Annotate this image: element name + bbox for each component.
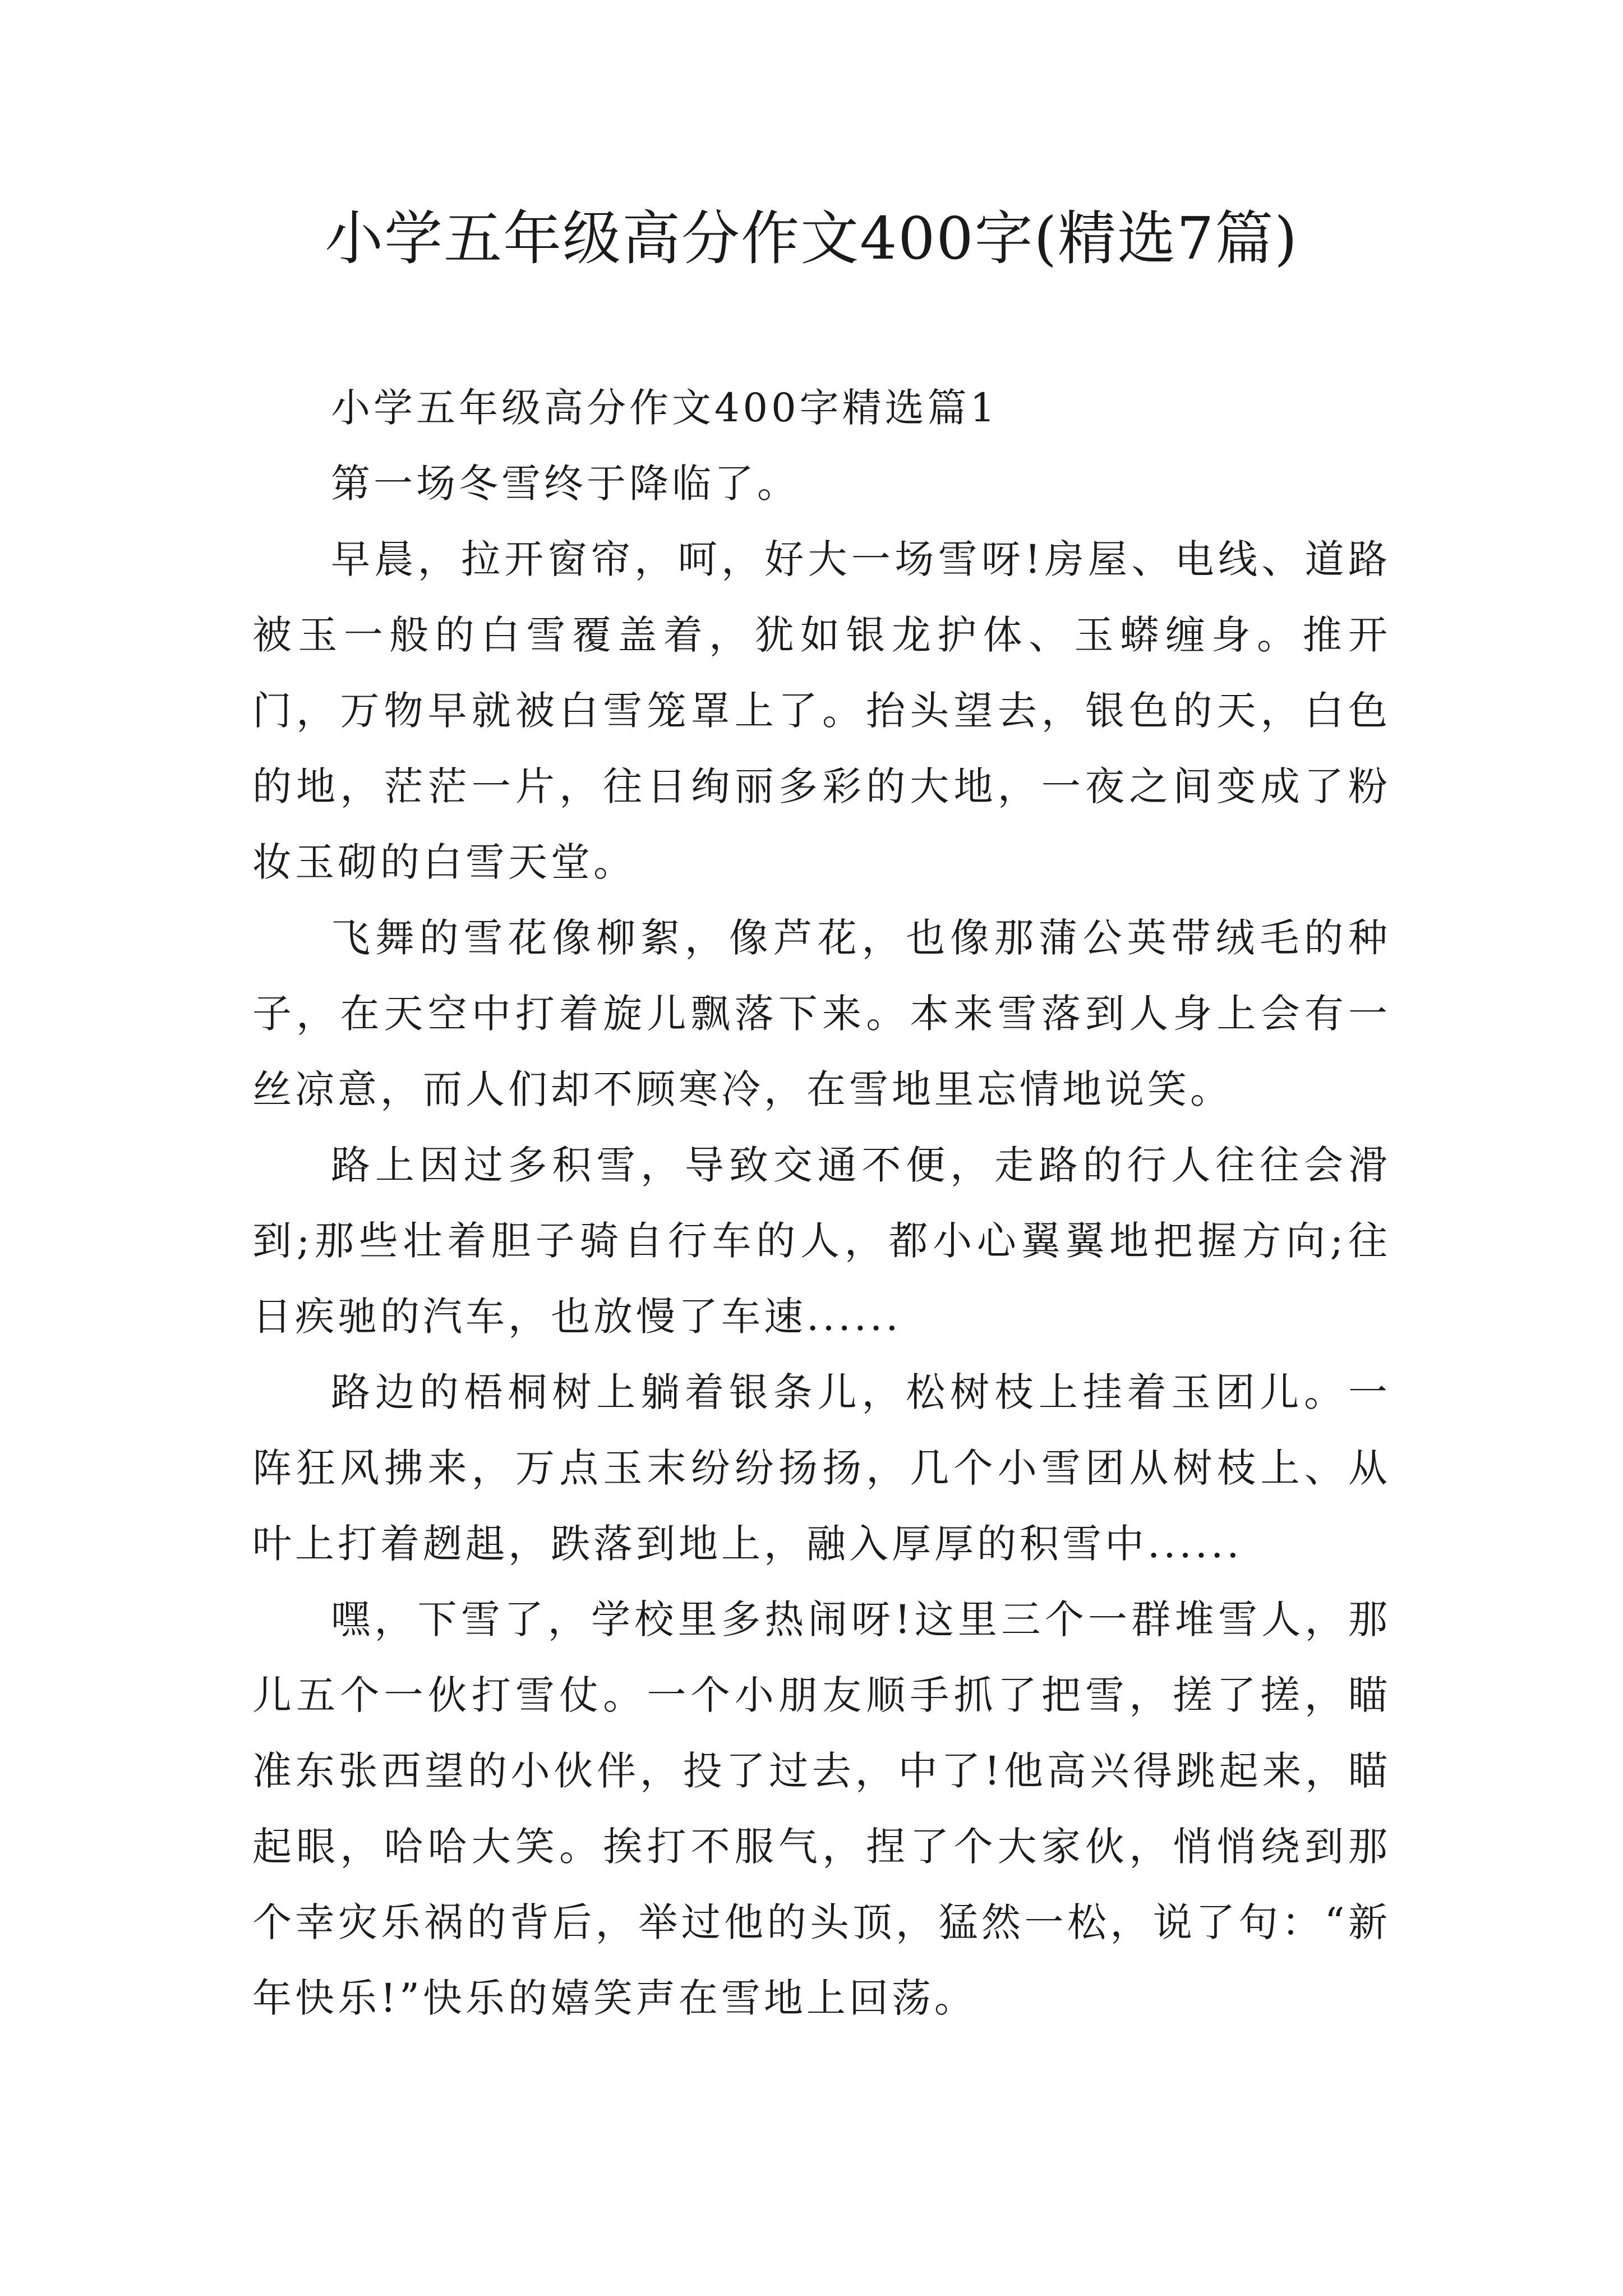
paragraph: 嘿，下雪了，学校里多热闹呀!这里三个一群堆雪人，那儿五个一伙打雪仗。一个小朋友顺手抓了把雪，搓了搓，瞄准东张西望的小伙伴，投了过去，中了!他高兴得跳起来，瞄起眼，哈哈大笑。挨打不服气，捏了个大家伙，悄悄绕到那个幸灾乐祸的背后，举过他的头顶，猛然一松，说了句：“新年快乐!”快乐的嬉笑声在雪地上回荡。 <box>252 1596 1391 2021</box>
paragraph: 飞舞的雪花像柳絮，像芦花，也像那蒲公英带绒毛的种子，在天空中打着旋儿飘落下来。本来雪落到人身上会有一丝凉意，而人们却不顾寒冷，在雪地里忘情地说笑。 <box>252 915 1391 1112</box>
paragraph: 路边的梧桐树上躺着银条儿，松树枝上挂着玉团儿。一阵狂风拂来，万点玉末纷纷扬扬，几个小雪团从树枝上、从叶上打着趔趄，跌落到地上，融入厚厚的积雪中...... <box>252 1369 1391 1567</box>
document-body <box>252 370 1391 2036</box>
section-heading: 小学五年级高分作文400字精选篇1 <box>331 385 999 431</box>
paragraph: 路上因过多积雪，导致交通不便，走路的行人往往会滑到;那些壮着胆子骑自行车的人，都小心翼翼地把握方向;往日疾驰的汽车，也放慢了车速...... <box>252 1142 1391 1340</box>
document-title: 小学五年级高分作文400字(精选7篇) <box>325 204 1298 273</box>
paragraph: 第一场冬雪终于降临了。 <box>331 461 800 507</box>
paragraph: 早晨，拉开窗帘，呵，好大一场雪呀!房屋、电线、道路被玉一般的白雪覆盖着，犹如银龙护体、玉蟒缠身。推开门，万物早就被白雪笼罩上了。抬头望去，银色的天，白色的地，茫茫一片，往日绚丽多彩的大地，一夜之间变成了粉妆玉砌的白雪天堂。 <box>252 536 1391 885</box>
